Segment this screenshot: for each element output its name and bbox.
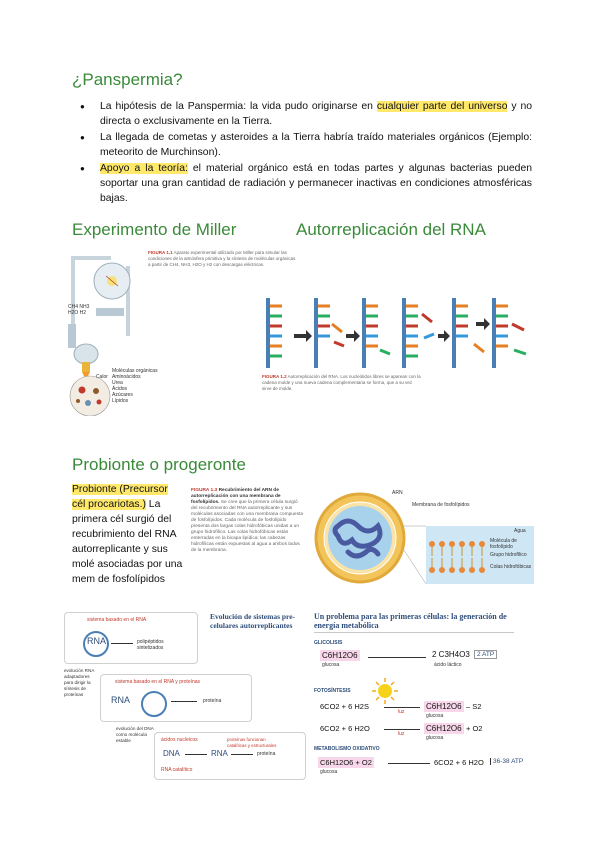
step1-box [64, 612, 198, 664]
step2-side-note: evolución RNA adaptadores para dirigir la síntesis de proteínas [64, 668, 95, 697]
oxidativo-rhs: 6CO2 + 6 H2O [434, 758, 484, 767]
oxidativo-arrow [388, 763, 430, 764]
probionte-heading: Probionte o progeronte [72, 455, 246, 474]
step2-arrow [171, 701, 197, 702]
glicolisis-rhs-sub: ácido láctico [434, 662, 462, 668]
step3-arrow-1 [185, 754, 207, 755]
membrane-label: Membrana de fosfolípidos [412, 502, 470, 508]
step3-protein: proteína [257, 751, 276, 757]
water-label: Agua [514, 528, 526, 534]
rna-replication-figure [262, 294, 534, 394]
foto1-lhs: 6CO2 + 6 H2S [320, 702, 369, 711]
miller-heading: Experimento de Miller [72, 220, 237, 239]
glicolisis-lhs-sub: glucosa [322, 662, 340, 668]
energy-title: Un problema para las primeras células: la generación de energía metabólica [314, 612, 514, 633]
rna-heading: Autorreplicación del RNA [296, 220, 486, 239]
miller-caption: FIGURA 1.1 Aparato experimental utilizado por Miller para simular las condiciones de la atmósfera primitiva y la síntesis de moléculas orgánicas a partir de CH4, NH3, H2O y H2 con descargas eléctricas. [148, 250, 296, 267]
phospholipid-label: Molécula de fosfolípido [490, 538, 517, 550]
step2-box [100, 674, 252, 722]
foto2-byproduct: + O2 [466, 724, 483, 733]
foto2-lhs: 6CO2 + 6 H2O [320, 724, 370, 733]
foto1-byproduct: – S2 [466, 702, 482, 711]
step3-arrow-2 [231, 754, 253, 755]
step2-rna: RNA [111, 695, 131, 705]
rna-label: ARN [392, 490, 403, 496]
foto1-rhs-sub: glucosa [426, 713, 444, 719]
membrane-figure [308, 486, 534, 598]
step3-note: proteínas funcionan catalíticas y estructurales [227, 737, 277, 748]
step3-label: ácidos nucleicos [161, 737, 198, 743]
evolution-diagram [64, 608, 309, 838]
bullet-2: ● La llegada de cometas y asteroides a la Tierra habría traído materiales orgánicos (Ejemplo: meteorito de Murchinson). [72, 130, 532, 160]
rna-caption: FIGURA 1.2 Autorreplicación del RNA. Los nucleótidos libres se aparean con la cadena molde y una nueva cadena complementaria se forma, que a su vez sirve de molde. [262, 374, 421, 391]
probionte-text: Probionte (Precursor cél procariotas.) La primera cél surgió del recubrimiento del RNA autorreplicante y sus molé asociadas por una mem de fosfolípidos [72, 484, 183, 585]
glicolisis-arrow [368, 657, 426, 658]
step2-cycle-icon [141, 691, 167, 717]
evolution-title: Evolución de sistemas pre-celulares autorreplicantes [210, 612, 296, 630]
step1-label: sistema basado en el RNA [87, 617, 147, 623]
heads-label: Grupo hidrofílico [490, 552, 527, 558]
miller-gas-labels: CH4 NH3 H2O H2 [68, 304, 90, 316]
foto2-arrow [384, 729, 420, 730]
step3-bottom: RNA catalítico [161, 767, 193, 773]
panspermia-heading: ¿Panspermia? [72, 70, 183, 89]
sun-icon [372, 678, 398, 704]
glicolisis-lhs: C6H12O6 [322, 651, 358, 660]
foto2-rhs-sub: glucosa [426, 735, 444, 741]
bullet-3: ● Apoyo a la teoría: el material orgánico está en todas partes y algunas bacterias pueden soportar una gran cantidad de radiación y permanecer inactivas en condiciones atmosféricas bajas. [72, 161, 532, 206]
step2-label: sistema basado en el RNA y proteínas [115, 679, 201, 685]
step2-output: proteína [203, 698, 222, 704]
step3-side-note: evolución del DNA como molécula estable [116, 726, 154, 743]
tails-label: Colas hidrofóbicas [490, 564, 532, 570]
foto1-arrow [384, 707, 420, 708]
energy-panel [314, 612, 536, 838]
step3-box [154, 732, 306, 780]
probionte-caption: FIGURA 1.3 Recubrimiento del ARN de autorreplicación con una membrana de fosfolípidos. Se cree que la primera célula surgió del recubrimiento del RNA autorreplicante y sus moléculas asociadas con una membrana compuesta de fosfolípidos. Cada molécula de fosfolípido presenta dos largas colas hidrofóbicas unidas a un grupo hidrofílico. Las colas hidrofóbicas están enterradas en la bicapa lipídica; las cabezas hidrofílicas están expuestas al agua a ambos lados de la membrana. [191, 488, 303, 553]
oxidativo-atp: 36-38 ATP [490, 758, 523, 765]
glicolisis-atp: 2 ATP [474, 650, 497, 659]
foto1-rhs: C6H12O6 [426, 702, 462, 711]
bullet-1: ● La hipótesis de la Panspermia: la vida pudo originarse en cualquier parte del universo y no directa o exclusivamente en la Tierra. [72, 99, 532, 129]
rna-strands-illustration [262, 294, 534, 372]
step1-rna: RNA [87, 636, 107, 646]
miller-heat-label: Calor [96, 374, 108, 380]
glicolisis-rhs: 2 C3H4O3 [432, 650, 470, 659]
step1-output: polipéptidos sintetizados [137, 639, 164, 651]
step3-dna: DNA [163, 749, 180, 758]
glicolisis-label: GLICOLISIS [314, 640, 343, 646]
oxidativo-lhs-sub: glucosa [320, 769, 338, 775]
foto2-rhs: C6H12O6 [426, 724, 462, 733]
step1-arrow [111, 643, 133, 644]
fotosintesis-label: FOTOSÍNTESIS [314, 688, 351, 694]
miller-labels: Moléculas orgánicas Aminoácidos Urea Ácidos Azúcares Lípidos [112, 368, 158, 404]
step3-rna: RNA [211, 749, 228, 758]
oxidativo-label: METABOLISMO OXIDATIVO [314, 746, 380, 752]
light-label-1: luz [398, 709, 405, 715]
panspermia-bullets [72, 99, 532, 207]
oxidativo-lhs: C6H12O6 + O2 [320, 758, 372, 767]
light-label-2: luz [398, 731, 405, 737]
